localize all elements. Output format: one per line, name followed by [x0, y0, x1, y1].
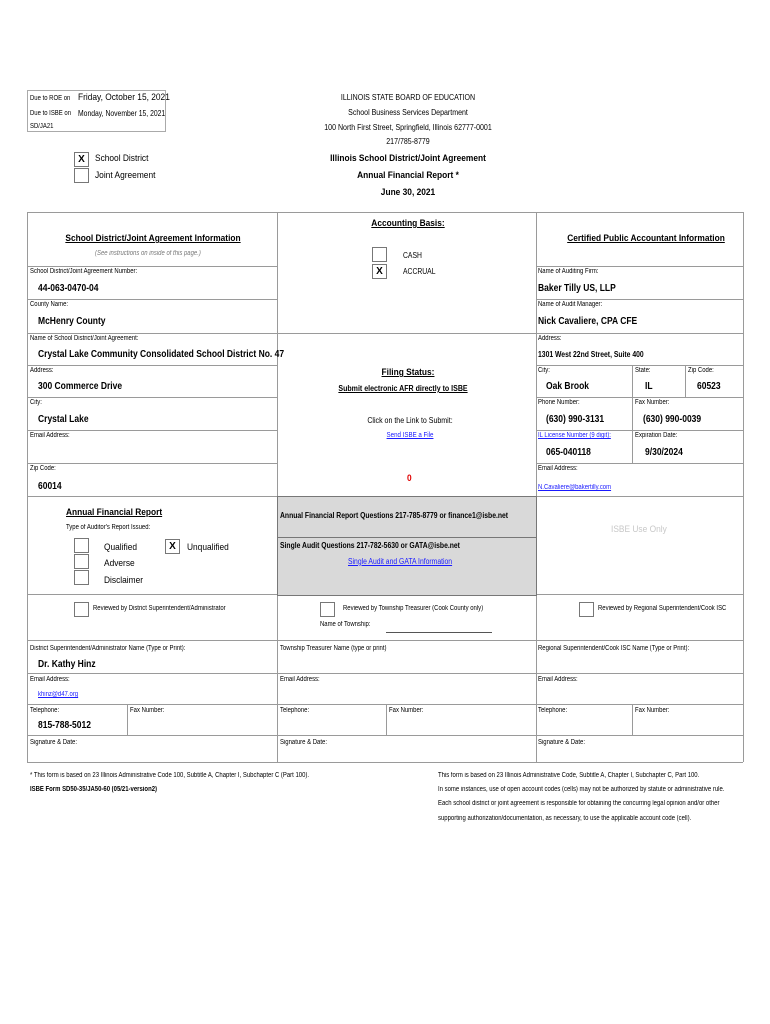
- district-city-label: City:: [30, 399, 42, 406]
- grid-line: [536, 299, 743, 300]
- department-name: School Business Services Department: [348, 108, 468, 117]
- single-audit-gata-link[interactable]: Single Audit and GATA Information: [348, 557, 453, 566]
- cpa-license-label[interactable]: IL License Number (9 digit):: [538, 432, 611, 439]
- grid-line: [27, 463, 277, 464]
- joint-agreement-checkbox[interactable]: [74, 168, 89, 183]
- treasurer-name-label: Township Treasurer Name (type or print): [280, 645, 387, 652]
- cpa-expiration-value[interactable]: 9/30/2024: [645, 447, 683, 458]
- regional-fax-label: Fax Number:: [635, 707, 670, 714]
- cash-checkbox[interactable]: [372, 247, 387, 262]
- form-code: SD/JA21: [30, 123, 54, 130]
- regional-phone-label: Telephone:: [538, 707, 568, 714]
- cpa-license-value[interactable]: 065-040118: [546, 447, 591, 458]
- afr-type-label: Type of Auditor's Report Issued:: [66, 524, 151, 531]
- district-name-value[interactable]: Crystal Lake Community Consolidated School District No. 47: [38, 349, 285, 360]
- grid-line: [685, 365, 686, 397]
- footer-note-left: * This form is based on 23 Illinois Administrative Code 100, Subtitle A, Chapter I, Subchapter C (Part 100).: [30, 772, 310, 779]
- footer-note-right-3: Each school district or joint agreement is responsible for obtaining the concurring legal opinion and/or other: [438, 800, 720, 807]
- cash-label: CASH: [403, 251, 422, 260]
- filing-status-heading: Filing Status:: [381, 367, 435, 378]
- grid-line: [277, 212, 278, 762]
- cpa-state-value[interactable]: IL: [645, 381, 653, 392]
- township-name-line[interactable]: [386, 632, 492, 633]
- grid-line: [27, 365, 277, 366]
- cpa-expiration-label: Expiration Date:: [635, 432, 678, 439]
- grid-line: [536, 365, 743, 366]
- grid-line: [632, 365, 633, 463]
- superintendent-name-value[interactable]: Dr. Kathy Hinz: [38, 659, 96, 670]
- regional-review-label: Reviewed by Regional Superintendent/Cook ISC: [598, 605, 727, 612]
- regional-name-label: Regional Superintendent/Cook ISC Name (Type or Print):: [538, 645, 690, 652]
- grid-line: [27, 704, 743, 705]
- grid-line: [536, 397, 743, 398]
- grid-line: [27, 266, 277, 267]
- grid-line: [27, 212, 28, 762]
- afr-heading: Annual Financial Report: [66, 507, 163, 518]
- unqualified-checkbox[interactable]: X: [165, 539, 180, 554]
- district-address-value[interactable]: 300 Commerce Drive: [38, 381, 123, 392]
- district-review-checkbox[interactable]: [74, 602, 89, 617]
- grid-line: [27, 299, 277, 300]
- grid-line: [127, 704, 128, 735]
- grid-line: [27, 673, 743, 674]
- disclaimer-checkbox[interactable]: [74, 570, 89, 585]
- agency-address: 100 North First Street, Springfield, Illinois 62777-0001: [324, 123, 492, 132]
- cpa-phone-value[interactable]: (630) 990-3131: [546, 414, 605, 425]
- district-address-label: Address:: [30, 367, 54, 374]
- accrual-checkbox[interactable]: X: [372, 264, 387, 279]
- county-label: County Name:: [30, 301, 69, 308]
- cpa-heading: Certified Public Accountant Information: [567, 233, 725, 244]
- treasurer-signature-label: Signature & Date:: [280, 739, 327, 746]
- cpa-address-value[interactable]: 1301 West 22nd Street, Suite 400: [538, 350, 644, 359]
- district-name-label: Name of School District/Joint Agreement:: [30, 335, 139, 342]
- joint-agreement-label: Joint Agreement: [95, 170, 156, 181]
- cpa-city-value[interactable]: Oak Brook: [546, 381, 589, 392]
- township-name-label: Name of Township:: [320, 621, 371, 628]
- superintendent-fax-label: Fax Number:: [130, 707, 165, 714]
- due-isbe-date: Monday, November 15, 2021: [78, 109, 166, 118]
- report-subtitle: Annual Financial Report *: [357, 170, 459, 181]
- township-review-checkbox[interactable]: [320, 602, 335, 617]
- cpa-firm-label: Name of Auditing Firm:: [538, 268, 599, 275]
- grid-line: [743, 212, 744, 762]
- district-instructions: (See instructions on inside of this page.): [95, 250, 201, 257]
- filing-submit-note: Submit electronic AFR directly to ISBE: [338, 384, 468, 393]
- grid-line: [536, 430, 743, 431]
- superintendent-phone-label: Telephone:: [30, 707, 60, 714]
- grid-line: [27, 735, 743, 736]
- filing-zero-value: 0: [407, 473, 412, 484]
- cpa-email-value[interactable]: N.Cavaliere@bakertilly.com: [538, 484, 612, 491]
- cpa-fax-value[interactable]: (630) 990-0039: [643, 414, 702, 425]
- treasurer-fax-label: Fax Number:: [389, 707, 424, 714]
- qualified-checkbox[interactable]: [74, 538, 89, 553]
- township-review-label: Reviewed by Township Treasurer (Cook County only): [343, 605, 484, 612]
- treasurer-phone-label: Telephone:: [280, 707, 310, 714]
- cpa-zip-label: Zip Code:: [688, 367, 714, 374]
- afr-questions-contact: Annual Financial Report Questions 217-785-8779 or finance1@isbe.net: [280, 511, 509, 520]
- cpa-manager-value[interactable]: Nick Cavaliere, CPA CFE: [538, 316, 638, 327]
- footer-note-right-1: This form is based on 23 Illinois Administrative Code, Subtitle A, Chapter I, Subchapter C, Part 100.: [438, 772, 700, 779]
- qualified-label: Qualified: [104, 542, 137, 553]
- grid-line: [27, 762, 743, 763]
- due-roe-date: Friday, October 15, 2021: [78, 92, 170, 103]
- superintendent-signature-label: Signature & Date:: [30, 739, 77, 746]
- superintendent-phone-value[interactable]: 815-788-5012: [38, 720, 91, 731]
- grid-line: [27, 640, 743, 641]
- due-isbe-label: Due to ISBE on: [30, 110, 72, 117]
- report-date: June 30, 2021: [380, 187, 436, 198]
- accounting-heading: Accounting Basis:: [371, 218, 445, 229]
- district-number-value[interactable]: 44-063-0470-04: [38, 283, 99, 294]
- regional-signature-label: Signature & Date:: [538, 739, 585, 746]
- grid-line: [632, 704, 633, 735]
- unqualified-label: Unqualified: [187, 542, 229, 553]
- adverse-label: Adverse: [104, 558, 135, 569]
- cpa-state-label: State:: [635, 367, 651, 374]
- filing-click-note: Click on the Link to Submit:: [367, 416, 453, 425]
- cpa-email-label: Email Address:: [538, 465, 578, 472]
- footer-note-right-2: In some instances, use of open account codes (cells) may not be authorized by statute or administrative rule.: [438, 786, 725, 793]
- regional-review-checkbox[interactable]: [579, 602, 594, 617]
- district-zip-value[interactable]: 60014: [38, 481, 62, 492]
- school-district-checkbox[interactable]: X: [74, 152, 89, 167]
- grid-line: [27, 212, 743, 213]
- district-number-label: School District/Joint Agreement Number:: [30, 268, 138, 275]
- grid-line: [277, 537, 536, 538]
- report-title: Illinois School District/Joint Agreement: [330, 153, 486, 164]
- grid-line: [536, 463, 743, 464]
- footer-note-right-4: supporting authorization/documentation, as necessary, to use the applicable account code (cell).: [438, 815, 692, 822]
- district-info-heading: School District/Joint Agreement Information: [65, 233, 241, 244]
- county-value[interactable]: McHenry County: [38, 316, 106, 327]
- district-review-label: Reviewed by District Superintendent/Administrator: [93, 605, 226, 612]
- grid-line: [536, 266, 743, 267]
- single-audit-questions-contact: Single Audit Questions 217-782-5630 or GATA@isbe.net: [280, 541, 460, 550]
- grid-line: [27, 333, 743, 334]
- school-district-label: School District: [95, 153, 149, 164]
- footer-form-id: ISBE Form SD50-35/JA50-60 (05/21-version2): [30, 786, 157, 793]
- isbe-use-only-label: ISBE Use Only: [611, 524, 667, 535]
- adverse-checkbox[interactable]: [74, 554, 89, 569]
- agency-phone: 217/785-8779: [386, 137, 430, 146]
- cpa-city-label: City:: [538, 367, 550, 374]
- grid-line: [386, 704, 387, 735]
- grid-line: [27, 430, 277, 431]
- cpa-fax-label: Fax Number:: [635, 399, 670, 406]
- accrual-label: ACCRUAL: [403, 267, 436, 276]
- superintendent-email-label: Email Address:: [30, 676, 70, 683]
- due-roe-label: Due to ROE on: [30, 95, 71, 102]
- superintendent-name-label: District Superintendent/Administrator Name (Type or Print):: [30, 645, 186, 652]
- cpa-firm-value[interactable]: Baker Tilly US, LLP: [538, 283, 616, 294]
- cpa-zip-value[interactable]: 60523: [697, 381, 721, 392]
- disclaimer-label: Disclaimer: [104, 575, 144, 586]
- district-zip-label: Zip Code:: [30, 465, 56, 472]
- cpa-manager-label: Name of Audit Manager:: [538, 301, 603, 308]
- cpa-phone-label: Phone Number:: [538, 399, 580, 406]
- district-city-value[interactable]: Crystal Lake: [38, 414, 89, 425]
- treasurer-email-label: Email Address:: [280, 676, 320, 683]
- cpa-address-label: Address:: [538, 335, 562, 342]
- district-email-label: Email Address:: [30, 432, 70, 439]
- regional-email-label: Email Address:: [538, 676, 578, 683]
- send-isbe-file-link[interactable]: Send ISBE a File: [386, 432, 434, 439]
- superintendent-email-value[interactable]: khinz@d47.org: [38, 691, 79, 698]
- grid-line: [536, 212, 537, 762]
- grid-line: [27, 397, 277, 398]
- agency-name: ILLINOIS STATE BOARD OF EDUCATION: [340, 93, 476, 102]
